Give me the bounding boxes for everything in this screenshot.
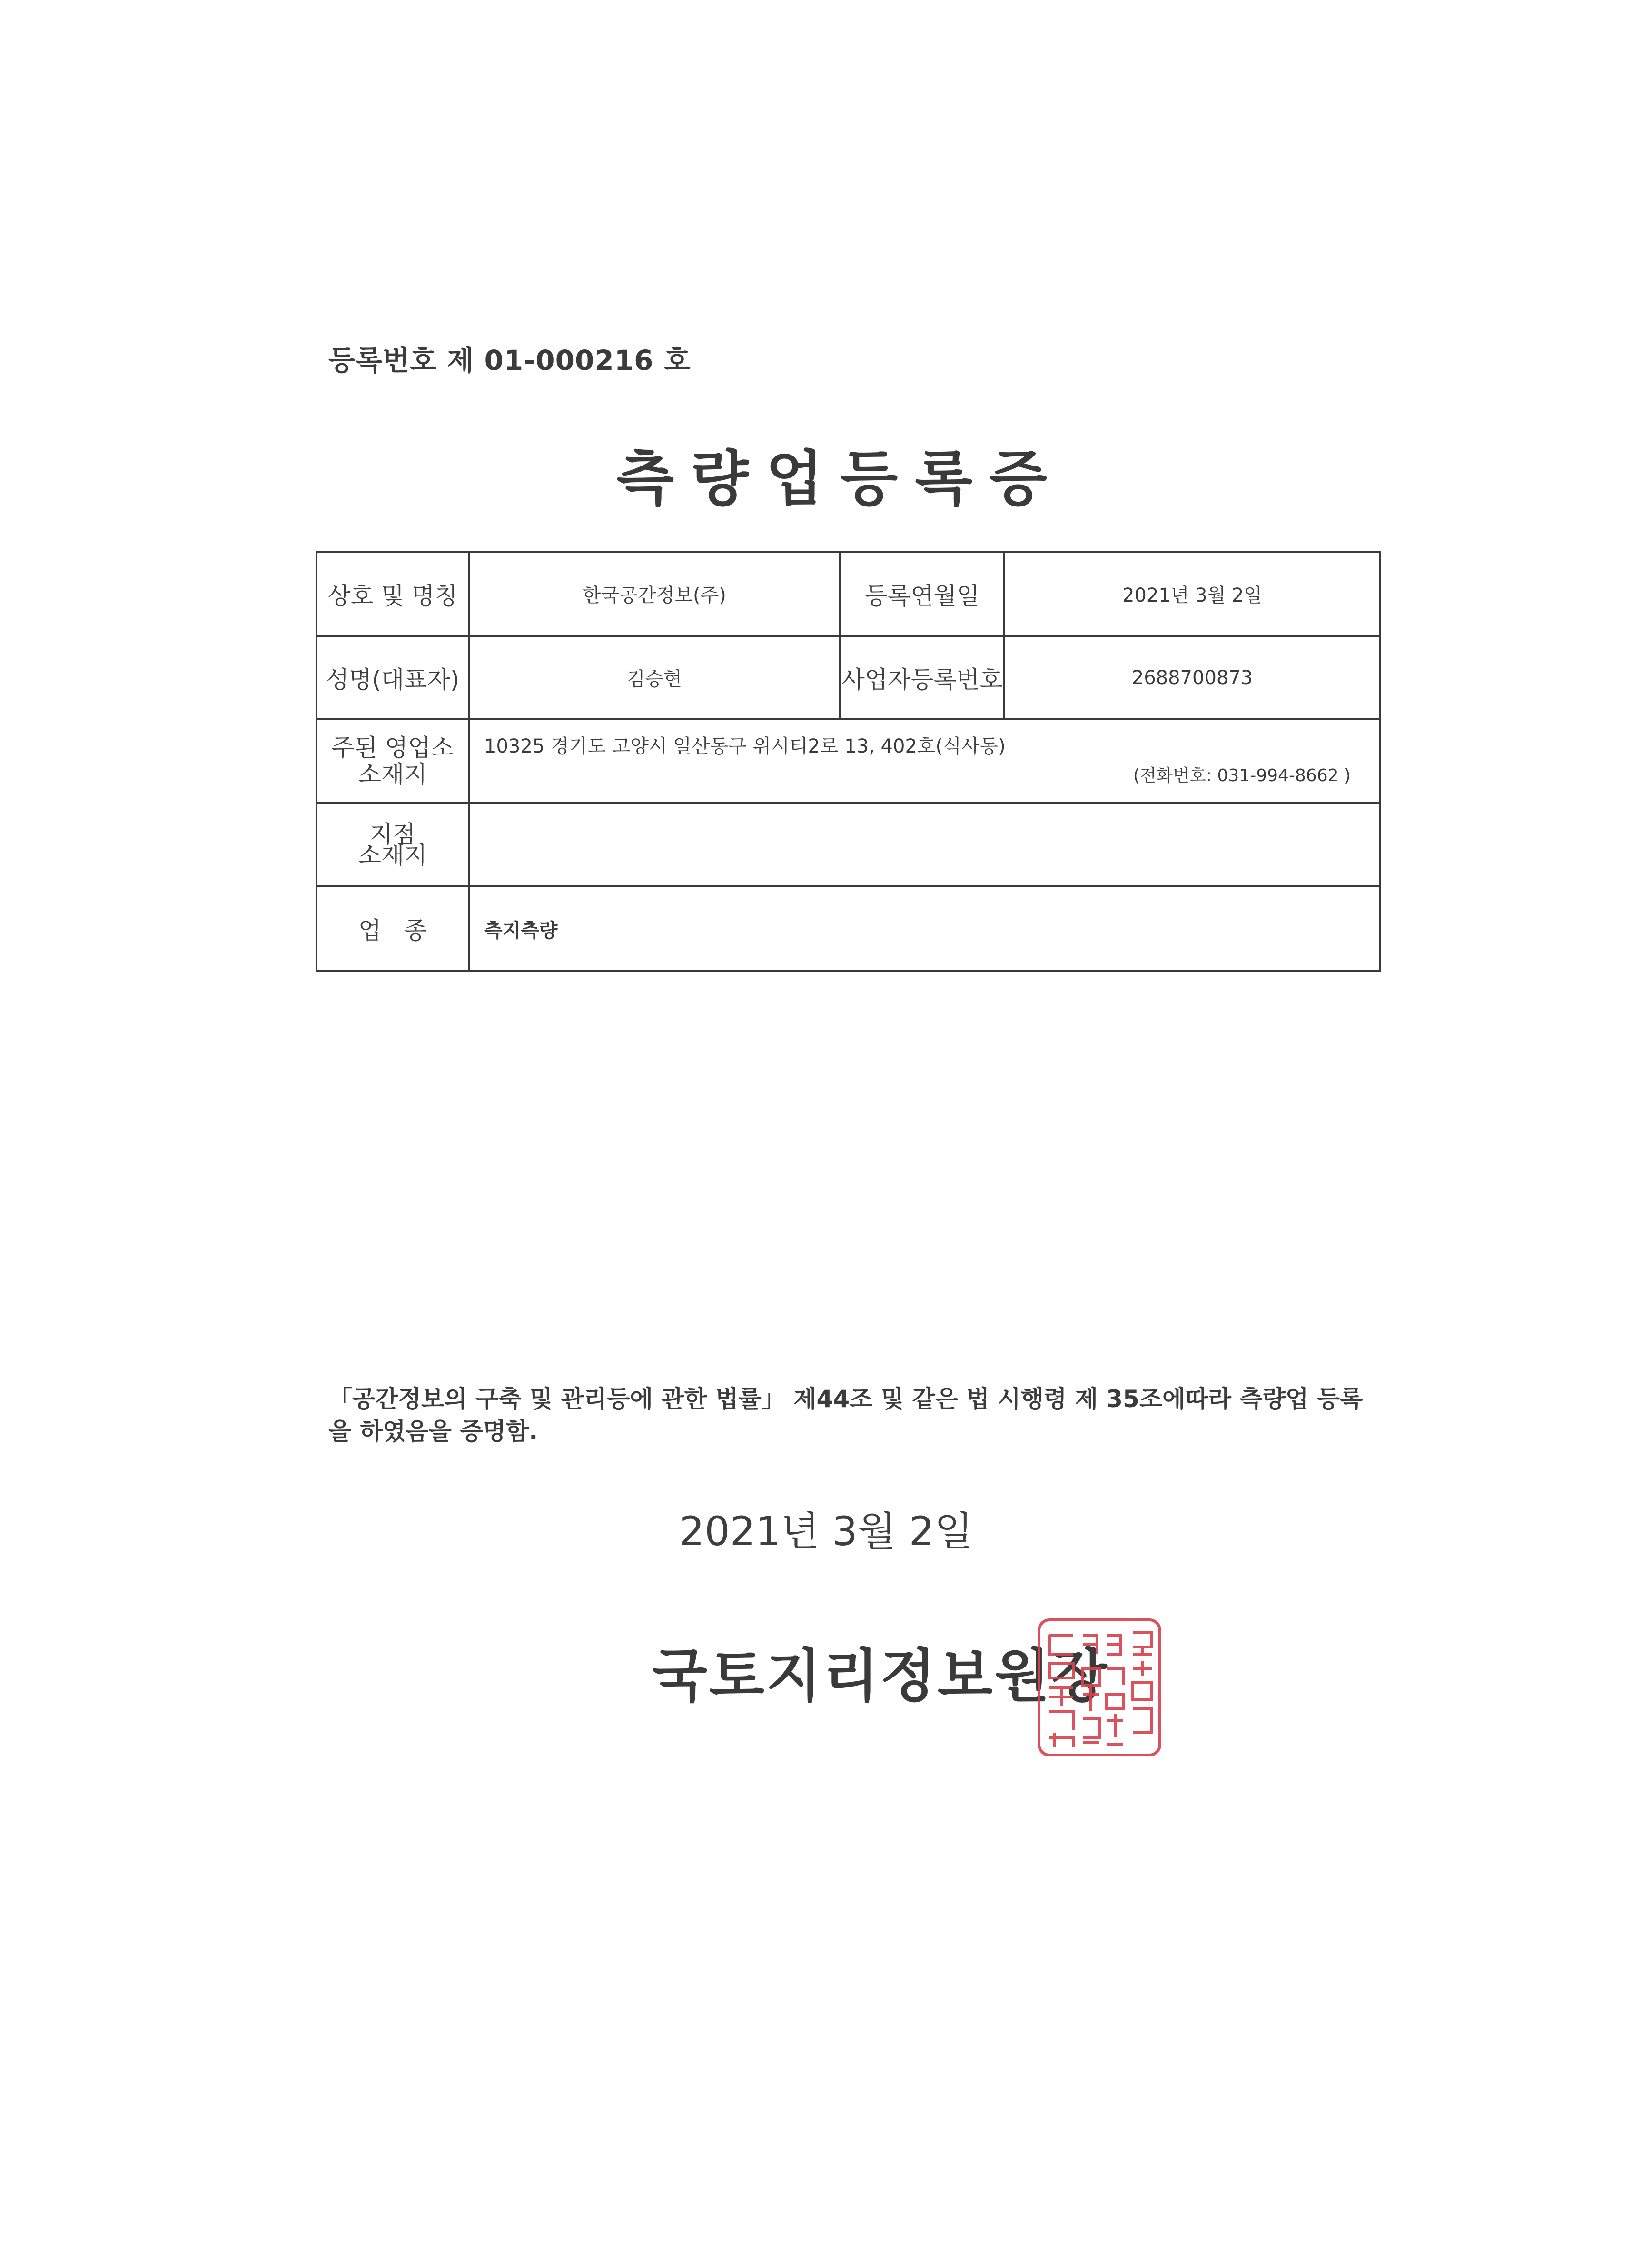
- main-office-label-line2: 소재지: [358, 761, 427, 788]
- registration-date-label: 등록연월일: [840, 552, 1004, 636]
- business-type-value: 측지측량: [469, 886, 1380, 971]
- table-row: [317, 886, 1380, 971]
- certification-statement: 「공간정보의 구축 및 관리등에 관한 법률」 제44조 및 같은 법 시행령 제 35조에따라 측량업 등록을 하였음을 증명함.: [328, 1385, 1363, 1445]
- branch-address: [469, 803, 1380, 886]
- representative-value: 김승현: [469, 636, 840, 719]
- business-number-label: 사업자등록번호: [840, 636, 1004, 719]
- main-office-label: [317, 719, 469, 803]
- table-row: [317, 719, 1380, 803]
- official-seal-icon: [1035, 1616, 1164, 1759]
- branch-label-line2: 소재지: [358, 841, 427, 869]
- table-row: [317, 552, 1380, 636]
- main-office-label-line1: 주된 영업소: [331, 734, 454, 762]
- document-title: 측량업등록증: [616, 445, 1064, 514]
- table-row: [317, 803, 1380, 886]
- branch-label: [317, 803, 469, 886]
- trade-name-label: 상호 및 명칭: [317, 552, 469, 636]
- trade-name-value: 한국공간정보(주): [469, 552, 840, 636]
- issuer-name: 국토지리정보원장: [652, 1643, 1109, 1709]
- main-office-address: 10325 경기도 고양시 일산동구 위시티2로 13, 402호(식사동): [484, 735, 1006, 757]
- business-type-label: 업 종: [317, 886, 469, 971]
- main-office-phone: (전화번호: 031-994-8662 ): [1133, 766, 1351, 785]
- main-office-address-cell: [469, 719, 1380, 803]
- business-number-value: 2688700873: [1004, 636, 1380, 719]
- registration-info-table: [316, 551, 1381, 972]
- registration-date-value: 2021년 3월 2일: [1004, 552, 1380, 636]
- registration-number: 등록번호 제 01-000216 호: [328, 344, 691, 377]
- table-row: [317, 636, 1380, 719]
- branch-label-line1: 지점: [369, 820, 416, 848]
- issue-date: 2021년 3월 2일: [679, 1508, 973, 1555]
- representative-label: 성명(대표자): [317, 636, 469, 719]
